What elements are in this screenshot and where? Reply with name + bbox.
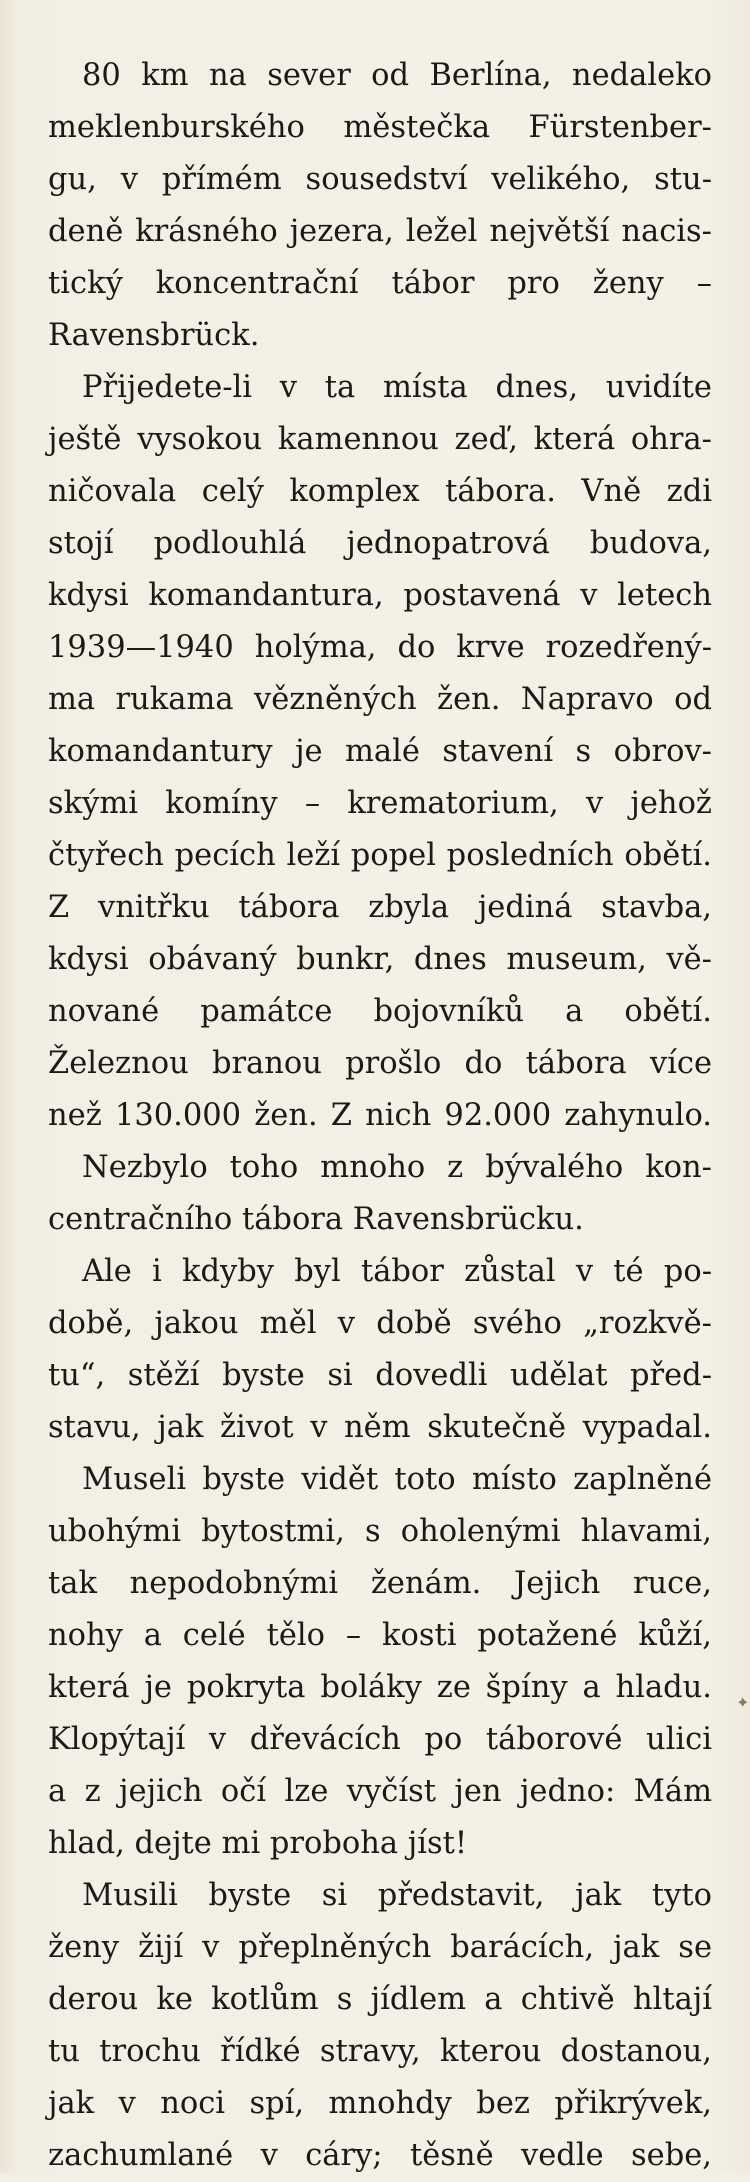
text-line: gu, v přímém sousedství velikého, stu- [48, 162, 712, 197]
text-line: tický koncentrační tábor pro ženy – [48, 266, 712, 301]
text-line: čtyřech pecích leží popel posledních obětí. [48, 838, 712, 873]
text-line: centračního tábora Ravensbrücku. [48, 1202, 584, 1237]
text-line: Klopýtají v dřevácích po táborové ulici [48, 1722, 712, 1757]
text-line: kdysi komandantura, postavená v letech [48, 578, 712, 613]
text-line: ubohými bytostmi, s oholenými hlavami, [48, 1514, 712, 1549]
text-line: nované památce bojovníků a obětí. [48, 994, 712, 1029]
text-line: a z jejich očí lze vyčíst jen jedno: Mám [48, 1774, 712, 1809]
text-line: komandantury je malé stavení s obrov- [48, 734, 712, 769]
text-line: kdysi obávaný bunkr, dnes museum, vě- [48, 942, 712, 977]
text-line: tu trochu řídké stravy, kterou dostanou, [48, 2034, 712, 2069]
text-line: Z vnitřku tábora zbyla jediná stavba, [48, 890, 712, 925]
text-line: Museli byste vidět toto místo zaplněné [82, 1462, 712, 1497]
text-line: 1939—1940 holýma, do krve rozedřený- [48, 630, 712, 665]
text-line: ještě vysokou kamennou zeď, která ohra- [48, 422, 712, 457]
ink-speck: ✦ [736, 1693, 750, 1712]
text-line: jak v noci spí, mnohdy bez přikrývek, [48, 2086, 712, 2121]
text-line: než 130.000 žen. Z nich 92.000 zahynulo. [48, 1098, 712, 1133]
text-line: stavu, jak život v něm skutečně vypadal. [48, 1410, 712, 1445]
text-line: nohy a celé tělo – kosti potažené kůží, [48, 1618, 712, 1653]
text-line: 80 km na sever od Berlína, nedaleko [82, 58, 712, 93]
text-line: stojí podlouhlá jednopatrová budova, [48, 526, 712, 561]
text-line: deně krásného jezera, ležel největší nacis- [48, 214, 712, 249]
text-line: která je pokryta boláky ze špíny a hladu. [48, 1670, 712, 1705]
body-text [48, 50, 712, 2182]
text-line: Železnou branou prošlo do tábora více [48, 1046, 712, 1081]
text-line: ženy žijí v přeplněných barácích, jak se [48, 1930, 712, 1965]
text-line: Přijedete-li v ta místa dnes, uvidíte [82, 370, 712, 405]
text-line: tak nepodobnými ženám. Jejich ruce, [48, 1566, 712, 1601]
text-line: hlad, dejte mi proboha jíst! [48, 1826, 468, 1861]
text-line: zachumlané v cáry; těsně vedle sebe, [48, 2138, 712, 2173]
text-line: meklenburského městečka Fürstenber- [48, 110, 712, 145]
text-line: tu“, stěží byste si dovedli udělat před- [48, 1358, 712, 1393]
text-line: Nezbylo toho mnoho z bývalého kon- [82, 1150, 712, 1185]
text-line: skými komíny – krematorium, v jehož [48, 786, 712, 821]
text-line: ničovala celý komplex tábora. Vně zdi [48, 474, 712, 509]
text-line: derou ke kotlům s jídlem a chtivě hltají [48, 1982, 712, 2017]
text-line: Musili byste si představit, jak tyto [82, 1878, 712, 1913]
text-line: době, jakou měl v době svého „rozkvě- [48, 1306, 712, 1341]
text-line: ma rukama vězněných žen. Napravo od [48, 682, 712, 717]
text-line: Ale i kdyby byl tábor zůstal v té po- [82, 1254, 712, 1289]
text-line: Ravensbrück. [48, 318, 260, 353]
